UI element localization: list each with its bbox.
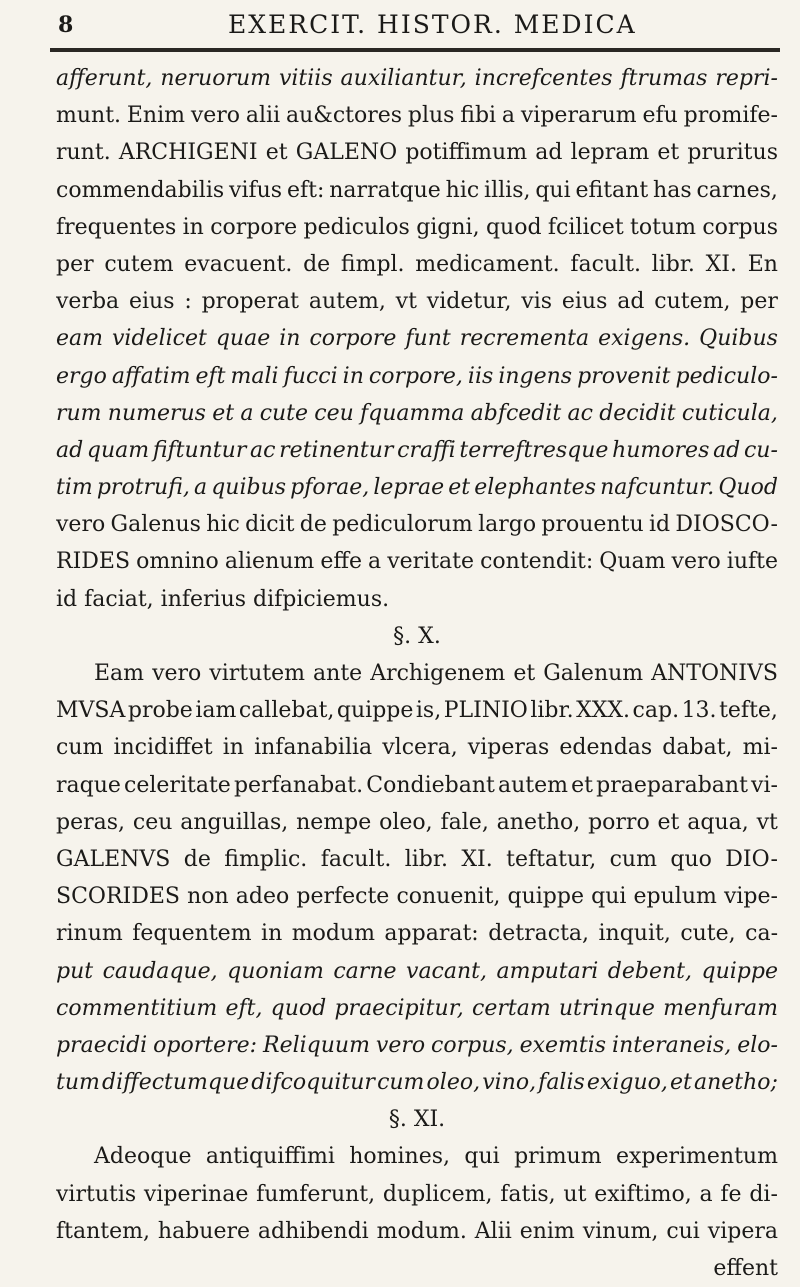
- text-line: Eam vero virtutem ante Archigenem et Galenum ANTONIVS: [94, 661, 778, 686]
- text-line: ftantem, habuere adhibendi modum. Alii enim vinum, cui vipera: [56, 1218, 778, 1244]
- text-line: afferunt, neruorum vitiis auxiliantur, increfcentes ftrumas repri-: [56, 66, 778, 91]
- section-heading: §. X.: [393, 623, 441, 649]
- text-line: put caudaque, quoniam carne vacant, amputari debent, quippe: [56, 958, 778, 984]
- text-line: cum incidiffet in infanabilia vlcera, viperas edendas dabat, mi-: [56, 735, 778, 761]
- text-line: effent: [713, 1256, 778, 1281]
- text-line: praecidi oportere: Reliquum vero corpus, exemtis interaneis, elo-: [56, 1032, 778, 1058]
- page-header: [0, 8, 800, 48]
- text-line: commentitium eft, quod praecipitur, certam utrinque menfuram: [56, 995, 778, 1021]
- text-line: verba eius : properat autem, vt videtur, vis eius ad cutem, per: [56, 289, 778, 315]
- text-line: raque celeritate perfanabat. Condiebant autem et praeparabant vi-: [56, 772, 778, 798]
- text-line: commendabilis vifus eft: narratque hic illis, qui efitant has carnes,: [56, 177, 778, 203]
- text-line: tim protrufi, a quibus pforae, leprae et elephantes nafcuntur. Quod: [56, 475, 778, 501]
- page-number: 8: [58, 12, 74, 38]
- section-heading: §. XI.: [388, 1107, 446, 1133]
- text-line: vero Galenus hic dicit de pediculorum largo prouentu id DIOSCO-: [56, 512, 778, 538]
- text-line: runt. ARCHIGENI et GALENO potiffimum ad lepram et pruritus: [56, 140, 778, 166]
- running-title: EXERCIT. HISTOR. MEDICA: [228, 10, 637, 39]
- text-line: per cutem evacuent. de fimpl. medicament. facult. libr. XI. En: [56, 251, 778, 277]
- text-line: rum numerus et a cute ceu fquamma abfcedit ac decidit cuticula,: [56, 400, 778, 426]
- text-line: eam videlicet quae in corpore funt recrementa exigens. Quibus: [56, 326, 778, 352]
- text-line: ad quam fiftuntur ac retinentur craffi terreftresque humores ad cu-: [56, 437, 778, 463]
- body-text: [56, 60, 778, 1287]
- text-line: SCORIDES non adeo perfecte conuenit, quippe qui epulum vipe-: [56, 884, 778, 910]
- text-line: MVSA probe iam callebat, quippe is, PLINIO libr. XXX. cap. 13. tefte,: [56, 698, 778, 724]
- text-line: virtutis viperinae fumferunt, duplicem, fatis, ut exiftimo, a fe di-: [56, 1181, 778, 1207]
- text-line: RIDES omnino alienum effe a veritate contendit: Quam vero iufte: [56, 549, 778, 575]
- header-rule: [50, 48, 780, 52]
- text-line: GALENVS de fimplic. facult. libr. XI. teftatur, cum quo DIO-: [56, 846, 778, 872]
- text-line: tum diffectumque difcoquitur cum oleo, vino, falis exiguo, et anetho;: [56, 1070, 778, 1096]
- text-line: ergo affatim eft mali fucci in corpore, iis ingens provenit pediculo-: [56, 363, 778, 389]
- text-line: rinum fequentem in modum apparat: detracta, inquit, cute, ca-: [56, 921, 778, 947]
- text-line: Adeoque antiquiffimi homines, qui primum experimentum: [94, 1144, 778, 1170]
- text-line: frequentes in corpore pediculos gigni, quod fcilicet totum corpus: [56, 214, 778, 240]
- text-line: munt. Enim vero alii au&ctores plus fibi a viperarum efu promife-: [56, 103, 778, 129]
- text-line: peras, ceu anguillas, nempe oleo, fale, anetho, porro et aqua, vt: [56, 809, 778, 835]
- text-line: id faciat, inferius difpiciemus.: [56, 586, 390, 612]
